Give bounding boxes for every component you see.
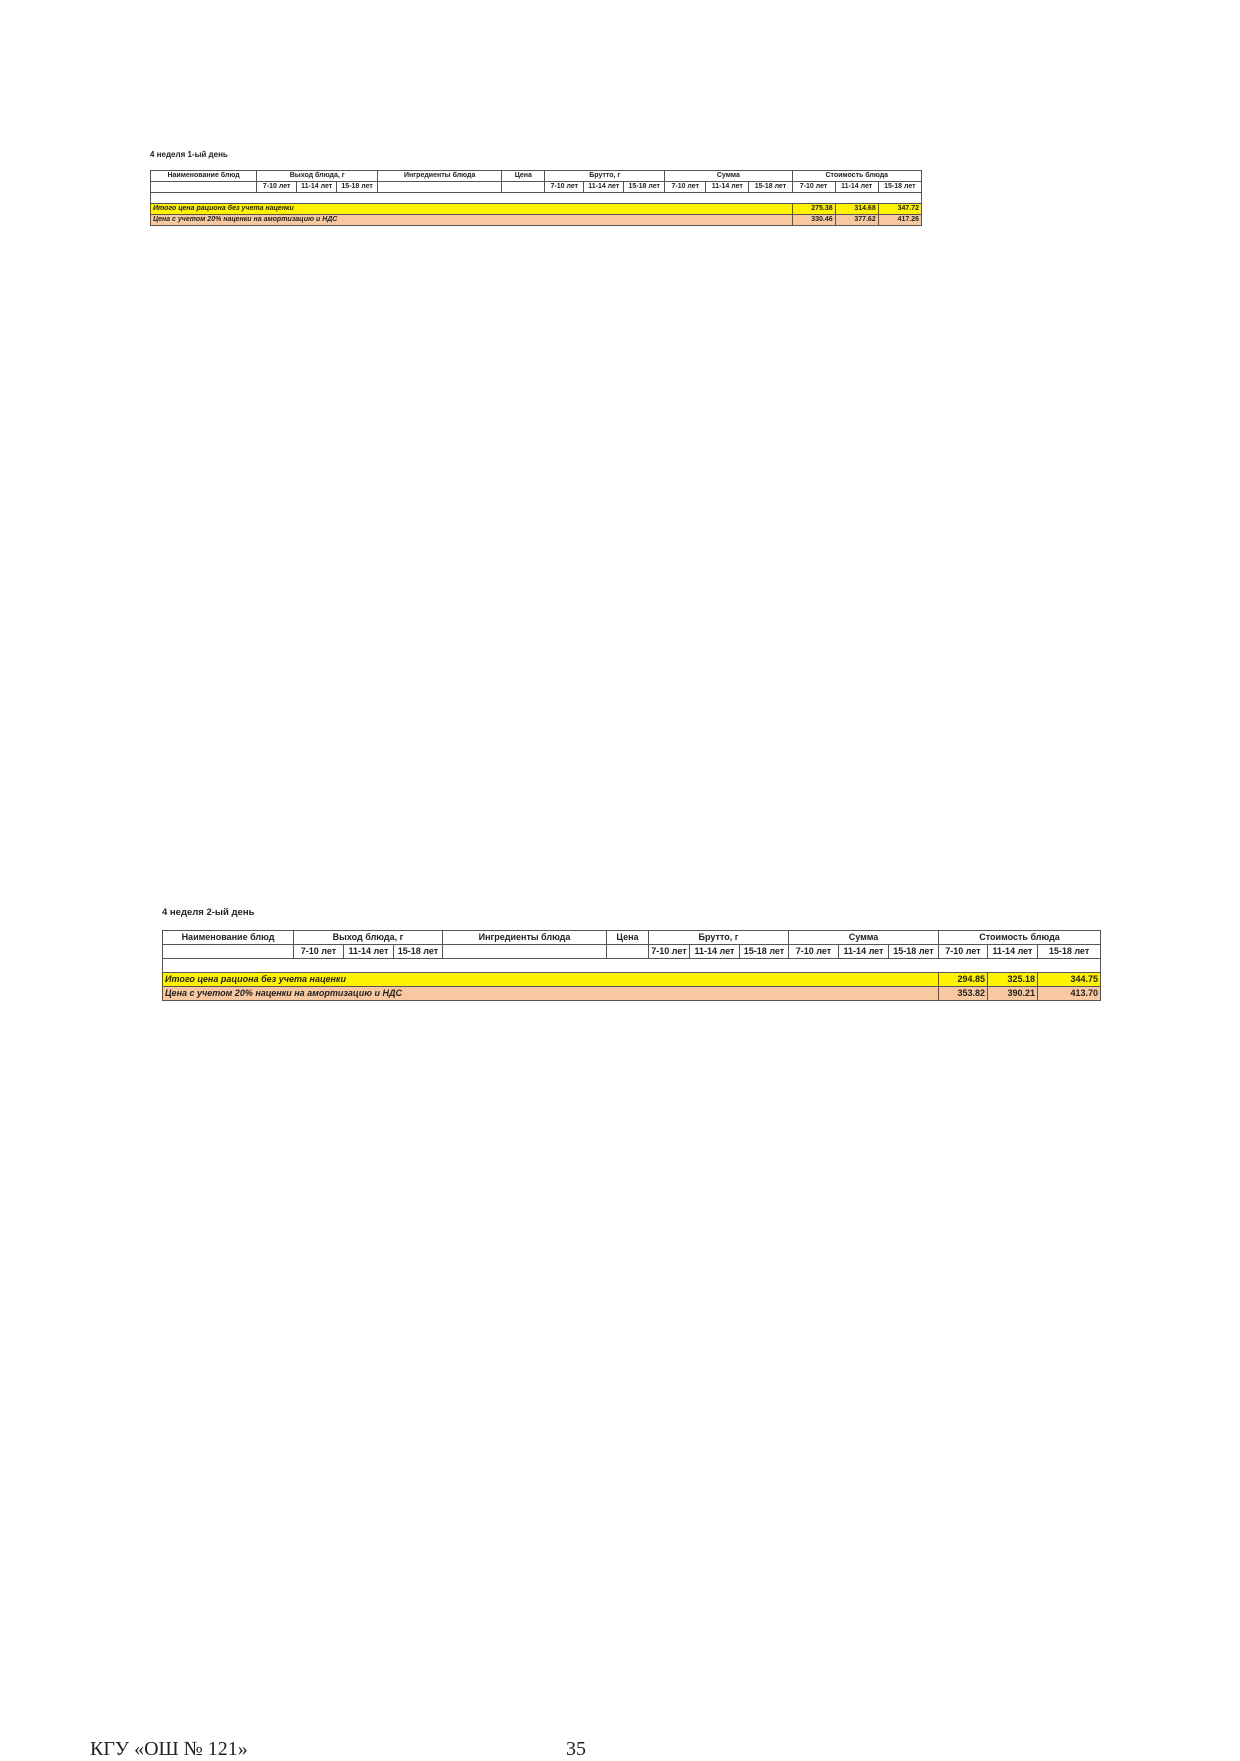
day1-section — [150, 150, 922, 226]
age-header: 15-18 лет — [337, 182, 378, 193]
col-header-cost: Стоимость блюда — [792, 171, 921, 182]
age-header: 11-14 лет — [706, 182, 749, 193]
age-header: 15-18 лет — [624, 182, 665, 193]
age-header: 11-14 лет — [297, 182, 337, 193]
age-header: 7-10 лет — [545, 182, 584, 193]
col-header-yield: Выход блюда, г — [294, 931, 443, 945]
col-header-sum: Сумма — [665, 171, 792, 182]
day2-menu-table — [162, 930, 1101, 1001]
vat-row — [163, 987, 1101, 1001]
vat-11-14: 377.62 — [835, 215, 878, 226]
age-header-row — [163, 945, 1101, 959]
col-header-gross: Брутто, г — [649, 931, 789, 945]
age-header: 15-18 лет — [889, 945, 939, 959]
col-header-name: Наименование блюд — [151, 171, 257, 182]
vat-15-18: 413.70 — [1038, 987, 1101, 1001]
total-15-18: 347.72 — [878, 204, 921, 215]
spacer-row — [151, 193, 922, 204]
col-header-price: Цена — [607, 931, 649, 945]
total-15-18: 344.75 — [1038, 973, 1101, 987]
vat-row — [151, 215, 922, 226]
age-header: 7-10 лет — [257, 182, 297, 193]
vat-label: Цена с учетом 20% наценки на амортизацию и НДС — [163, 987, 939, 1001]
age-header: 11-14 лет — [839, 945, 889, 959]
col-header-ingredients: Ингредиенты блюда — [378, 171, 502, 182]
age-header: 15-18 лет — [740, 945, 789, 959]
vat-11-14: 390.21 — [988, 987, 1038, 1001]
total-11-14: 325.18 — [988, 973, 1038, 987]
total-11-14: 314.68 — [835, 204, 878, 215]
age-header: 15-18 лет — [1038, 945, 1101, 959]
age-header: 15-18 лет — [749, 182, 792, 193]
header-row — [163, 931, 1101, 945]
total-row — [151, 204, 922, 215]
age-header: 15-18 лет — [394, 945, 443, 959]
col-header-ingredients: Ингредиенты блюда — [443, 931, 607, 945]
vat-label: Цена с учетом 20% наценки на амортизацию и НДС — [151, 215, 793, 226]
vat-7-10: 330.46 — [792, 215, 835, 226]
page-number: 35 — [566, 1738, 586, 1760]
day2-section — [162, 907, 1100, 1001]
age-header-row — [151, 182, 922, 193]
age-header: 11-14 лет — [835, 182, 878, 193]
age-header: 7-10 лет — [665, 182, 706, 193]
col-header-cost: Стоимость блюда — [939, 931, 1101, 945]
col-header-price: Цена — [502, 171, 545, 182]
total-label: Итого цена рациона без учета наценки — [163, 973, 939, 987]
total-label: Итого цена рациона без учета наценки — [151, 204, 793, 215]
day1-menu-table — [150, 170, 922, 226]
age-header: 7-10 лет — [649, 945, 690, 959]
col-header-name: Наименование блюд — [163, 931, 294, 945]
footer-school: КГУ «ОШ № 121» — [90, 1738, 248, 1760]
day1-title: 4 неделя 1-ый день — [150, 150, 228, 159]
age-header: 7-10 лет — [792, 182, 835, 193]
day2-title: 4 неделя 2-ый день — [162, 907, 255, 918]
total-7-10: 275.38 — [792, 204, 835, 215]
col-header-sum: Сумма — [789, 931, 939, 945]
age-header: 11-14 лет — [988, 945, 1038, 959]
col-header-gross: Брутто, г — [545, 171, 665, 182]
total-7-10: 294.85 — [939, 973, 988, 987]
age-header: 11-14 лет — [344, 945, 394, 959]
age-header: 15-18 лет — [878, 182, 921, 193]
age-header: 11-14 лет — [690, 945, 740, 959]
age-header: 7-10 лет — [789, 945, 839, 959]
age-header: 11-14 лет — [584, 182, 624, 193]
total-row — [163, 973, 1101, 987]
age-header: 7-10 лет — [294, 945, 344, 959]
header-row — [151, 171, 922, 182]
age-header: 7-10 лет — [939, 945, 988, 959]
vat-7-10: 353.82 — [939, 987, 988, 1001]
spacer-row — [163, 959, 1101, 973]
vat-15-18: 417.26 — [878, 215, 921, 226]
col-header-yield: Выход блюда, г — [257, 171, 378, 182]
